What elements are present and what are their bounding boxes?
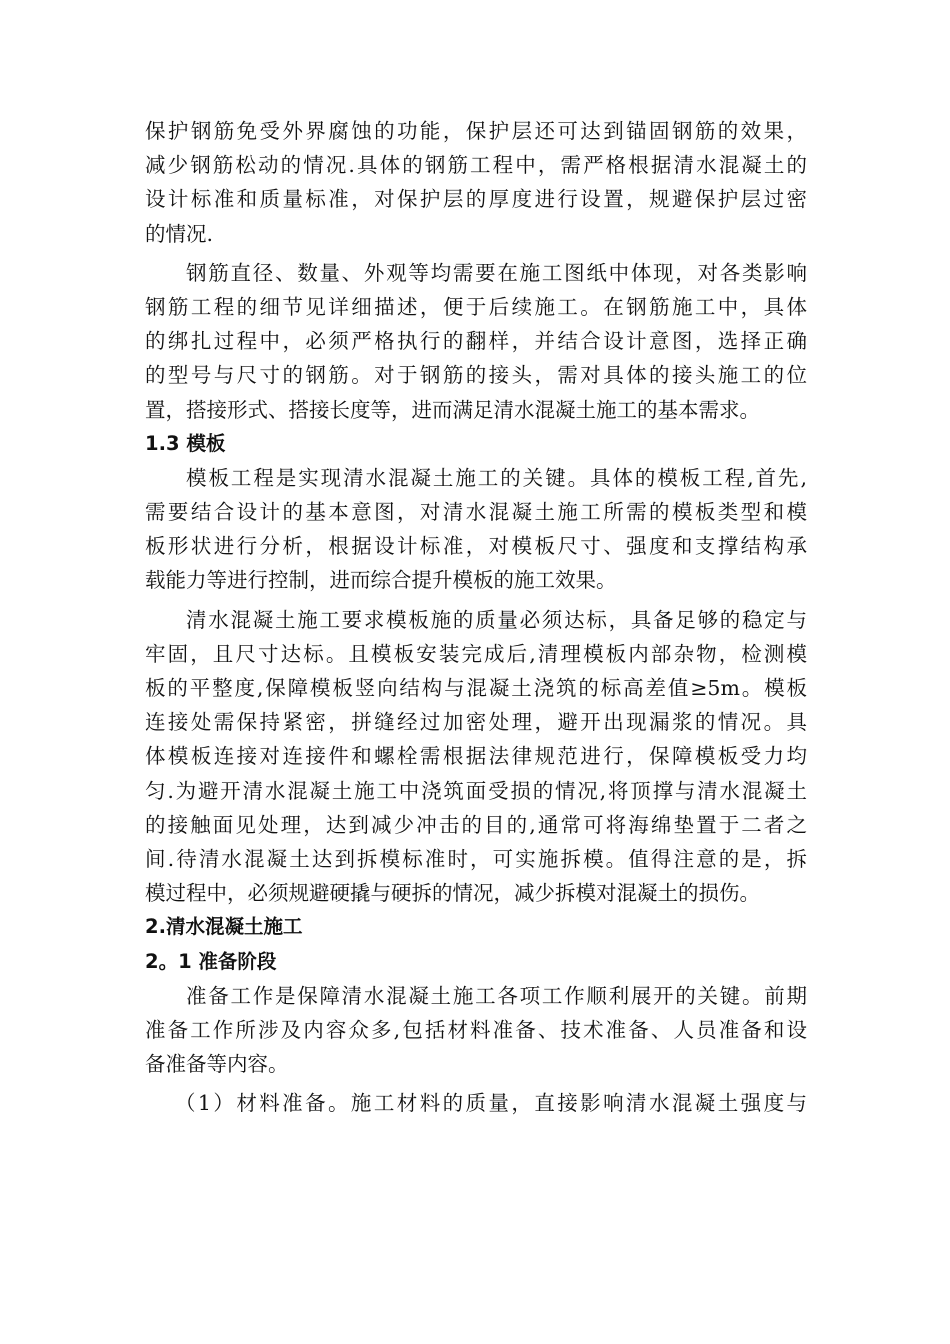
paragraph-rebar-details [145, 256, 807, 427]
text-line: 板的平整度,保障模板竖向结构与混凝土浇筑的标高差值≥5m。模板 [145, 676, 807, 700]
text-line: 匀.为避开清水混凝土施工中浇筑面受损的情况,将顶撑与清水混凝土 [145, 778, 807, 803]
section-heading-1-3: 1.3 模板 [145, 431, 226, 455]
paragraph-formwork-quality [145, 603, 807, 911]
paragraph-preparation [145, 979, 807, 1082]
text-line: 设计标准和质量标准，对保护层的厚度进行设置，规避保护层过密 [145, 187, 807, 212]
section-heading-2: 2.清水混凝土施工 [145, 915, 303, 939]
text-line: 的接触面见处理，达到减少冲击的目的,通常可将海绵垫置于二者之 [145, 812, 807, 837]
paragraph-formwork-key [145, 461, 807, 598]
document-page [145, 114, 807, 1120]
text-line: 的情况. [145, 221, 214, 246]
text-line: 备准备等内容。 [145, 1052, 289, 1077]
text-line: 需要结合设计的基本意图，对清水混凝土施工所需的模板类型和模 [145, 500, 807, 525]
text-line: 体模板连接对连接件和螺栓需根据法律规范进行，保障模板受力均 [145, 744, 807, 769]
text-line: 连接处需保持紧密，拼缝经过加密处理，避开出现漏浆的情况。具 [145, 710, 807, 735]
text-line: 载能力等进行控制，进而综合提升模板的施工效果。 [145, 568, 617, 593]
text-line: 板形状进行分析，根据设计标准，对模板尺寸、强度和支撑结构承 [145, 534, 807, 559]
paragraph-material-prep [145, 1086, 807, 1120]
text-line: 准备工作所涉及内容众多,包括材料准备、技术准备、人员准备和设 [145, 1017, 807, 1042]
text-line: 间.待清水混凝土达到拆模标准时，可实施拆模。值得注意的是，拆 [145, 846, 807, 871]
text-line: 钢筋直径、数量、外观等均需要在施工图纸中体现，对各类影响 [186, 260, 807, 285]
text-line: 牢固，且尺寸达标。且模板安装完成后,清理模板内部杂物，检测模 [145, 641, 807, 666]
text-line: 减少钢筋松动的情况.具体的钢筋工程中，需严格根据清水混凝土的 [145, 153, 807, 178]
section-heading-2-1: 2。1 准备阶段 [145, 949, 277, 973]
text-line: 准备工作是保障清水混凝土施工各项工作顺利展开的关键。前期 [186, 983, 807, 1008]
text-line: 保护钢筋免受外界腐蚀的功能，保护层还可达到锚固钢筋的效果， [145, 119, 807, 143]
text-line: 清水混凝土施工要求模板施的质量必须达标，具备足够的稳定与 [186, 607, 807, 632]
text-line: （1）材料准备。施工材料的质量，直接影响清水混凝土强度与 [175, 1091, 807, 1116]
text-line: 模过程中，必须规避硬撬与硬拆的情况，减少拆模对混凝土的损伤。 [145, 881, 760, 906]
text-line: 钢筋工程的细节见详细描述，便于后续施工。在钢筋施工中，具体 [145, 294, 807, 319]
text-line: 的绑扎过程中，必须严格执行的翻样，并结合设计意图，选择正确 [145, 329, 807, 354]
paragraph-rebar-cover [145, 114, 807, 251]
text-line: 的型号与尺寸的钢筋。对于钢筋的接头，需对具体的接头施工的位 [145, 363, 807, 388]
text-line: 置，搭接形式、搭接长度等，进而满足清水混凝土施工的基本需求。 [145, 397, 760, 422]
text-line: 模板工程是实现清水混凝土施工的关键。具体的模板工程,首先, [186, 465, 807, 490]
